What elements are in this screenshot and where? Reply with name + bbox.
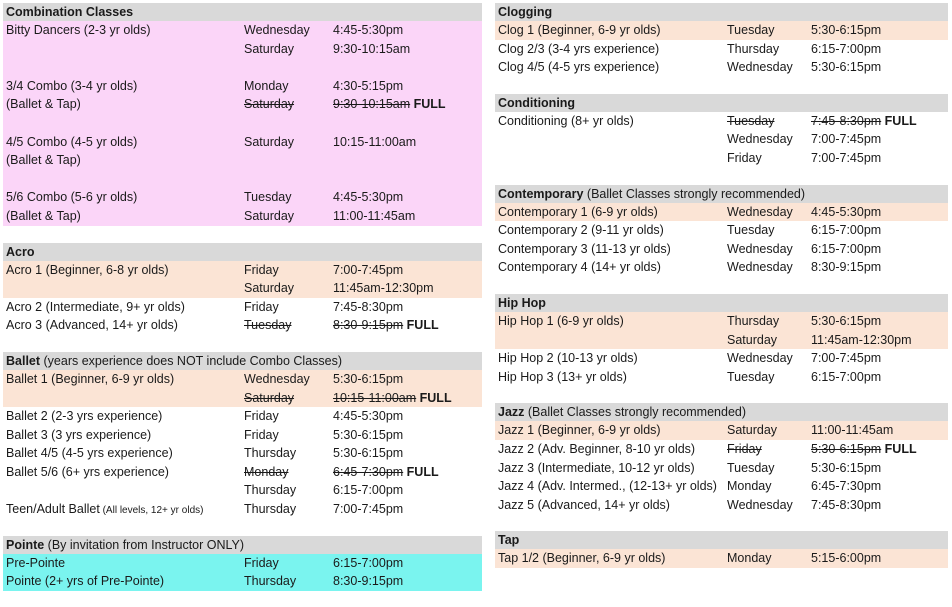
class-row bbox=[495, 221, 948, 240]
class-row bbox=[495, 331, 948, 350]
class-time-value: 4:45-5:30pm bbox=[333, 409, 404, 424]
section-title: Hip Hop bbox=[498, 295, 546, 310]
spacer-row bbox=[3, 170, 482, 189]
class-time bbox=[333, 188, 403, 207]
class-time bbox=[333, 463, 439, 482]
section-title: Clogging bbox=[498, 5, 553, 19]
class-day: Saturday bbox=[244, 97, 295, 112]
class-time bbox=[811, 130, 881, 149]
section-header bbox=[495, 185, 948, 203]
class-row bbox=[3, 95, 482, 114]
section-title: Jazz bbox=[498, 405, 525, 420]
right-column bbox=[495, 3, 948, 568]
class-day: Saturday bbox=[244, 390, 295, 405]
class-time bbox=[811, 496, 881, 515]
class-time bbox=[333, 279, 434, 298]
class-name: Pre-Pointe bbox=[6, 555, 66, 570]
class-day: Wednesday bbox=[727, 60, 793, 75]
section-note: (years experience does NOT include Combo Classes) bbox=[40, 353, 343, 368]
class-time bbox=[811, 459, 881, 478]
class-row bbox=[495, 368, 948, 387]
class-time-value: 7:45-8:30pm bbox=[811, 113, 882, 128]
class-day: Thursday bbox=[244, 446, 297, 461]
class-row bbox=[495, 549, 948, 568]
class-row bbox=[3, 481, 482, 500]
class-name: Jazz 4 (Adv. Intermed., (12-13+ yr olds) bbox=[498, 479, 717, 494]
class-day: Friday bbox=[244, 262, 279, 277]
class-day: Wednesday bbox=[727, 351, 793, 366]
class-day: Friday bbox=[727, 441, 762, 456]
class-day: Tuesday bbox=[727, 23, 775, 37]
section-header bbox=[495, 531, 948, 549]
class-name: Contemporary 2 (9-11 yr olds) bbox=[498, 223, 664, 238]
class-day: Saturday bbox=[244, 41, 295, 56]
class-time bbox=[333, 481, 403, 500]
class-section bbox=[495, 3, 948, 77]
class-time bbox=[333, 389, 452, 408]
class-name: 5/6 Combo (5-6 yr olds) bbox=[6, 190, 138, 205]
class-day: Wednesday bbox=[727, 497, 793, 512]
class-time bbox=[333, 554, 403, 573]
class-time-value: 6:15-7:00pm bbox=[811, 223, 882, 238]
class-name: Tap 1/2 (Beginner, 6-9 yr olds) bbox=[498, 551, 666, 566]
full-badge: FULL bbox=[403, 464, 439, 479]
class-time-value: 5:30-6:15pm bbox=[333, 427, 404, 442]
class-time-value: 7:00-7:45pm bbox=[811, 132, 882, 147]
class-time-value: 6:45-7:30pm bbox=[811, 479, 882, 494]
class-time bbox=[811, 149, 881, 168]
class-row bbox=[495, 459, 948, 478]
class-row bbox=[3, 279, 482, 298]
class-section bbox=[3, 536, 482, 591]
class-day: Tuesday bbox=[727, 460, 775, 475]
class-time-value: 6:15-7:00pm bbox=[333, 555, 404, 570]
class-time-value: 4:30-5:15pm bbox=[333, 78, 404, 93]
class-day: Tuesday bbox=[244, 318, 292, 333]
class-time bbox=[333, 572, 403, 591]
class-row bbox=[495, 40, 948, 59]
class-time bbox=[811, 203, 881, 222]
class-row bbox=[3, 370, 482, 389]
class-name: Jazz 5 (Advanced, 14+ yr olds) bbox=[498, 497, 670, 512]
class-time bbox=[333, 77, 403, 96]
class-time-value: 7:00-7:45pm bbox=[811, 351, 882, 366]
class-name: Acro 1 (Beginner, 6-8 yr olds) bbox=[6, 262, 169, 277]
class-time-value: 5:30-6:15pm bbox=[811, 460, 882, 475]
class-time bbox=[811, 368, 881, 387]
spacer-row bbox=[3, 58, 482, 77]
class-time bbox=[811, 21, 881, 40]
section-title: Acro bbox=[6, 244, 35, 259]
class-row bbox=[3, 500, 482, 519]
class-name: Teen/Adult Ballet (All levels, 12+ yr olds) bbox=[6, 502, 204, 517]
class-time-value: 11:45am-12:30pm bbox=[811, 332, 912, 347]
class-day: Monday bbox=[244, 78, 289, 93]
class-day: Wednesday bbox=[727, 132, 793, 147]
class-time-value: 8:30-9:15pm bbox=[333, 318, 404, 333]
class-day: Wednesday bbox=[727, 204, 793, 219]
class-time bbox=[811, 477, 881, 496]
section-title: Contemporary bbox=[498, 186, 584, 201]
class-time bbox=[333, 261, 403, 280]
class-row bbox=[3, 407, 482, 426]
section-header bbox=[3, 352, 482, 370]
section-header bbox=[495, 94, 948, 112]
class-time-value: 10:15-11:00am bbox=[333, 134, 417, 149]
class-time-value: 6:15-7:00pm bbox=[811, 241, 882, 256]
class-day: Friday bbox=[244, 299, 279, 314]
class-day: Friday bbox=[244, 555, 279, 570]
class-time-value: 6:15-7:00pm bbox=[811, 41, 882, 56]
class-row bbox=[495, 58, 948, 77]
class-name: Clog 2/3 (3-4 yrs experience) bbox=[498, 41, 660, 56]
section-title: Pointe bbox=[6, 537, 45, 552]
class-time bbox=[333, 95, 446, 114]
class-time bbox=[811, 312, 881, 331]
class-row bbox=[495, 440, 948, 459]
full-badge: FULL bbox=[410, 97, 446, 112]
section-header bbox=[495, 403, 948, 421]
class-time-value: 4:45-5:30pm bbox=[333, 190, 404, 205]
class-row bbox=[3, 554, 482, 573]
section-header bbox=[495, 3, 948, 21]
class-name: Acro 3 (Advanced, 14+ yr olds) bbox=[6, 318, 178, 333]
class-row bbox=[3, 261, 482, 280]
class-time bbox=[333, 40, 410, 59]
class-name: (Ballet & Tap) bbox=[6, 97, 81, 112]
class-time-value: 5:30-6:15pm bbox=[811, 313, 882, 328]
class-name: Conditioning (8+ yr olds) bbox=[498, 113, 634, 128]
class-time bbox=[333, 298, 403, 317]
class-day: Saturday bbox=[727, 332, 778, 347]
class-name: Bitty Dancers (2-3 yr olds) bbox=[6, 23, 151, 37]
class-row bbox=[495, 130, 948, 149]
class-day: Tuesday bbox=[727, 223, 775, 238]
class-row bbox=[495, 203, 948, 222]
class-row bbox=[495, 112, 948, 131]
class-time bbox=[333, 500, 403, 519]
left-column bbox=[3, 3, 482, 591]
class-time-value: 7:00-7:45pm bbox=[333, 262, 404, 277]
class-day: Friday bbox=[244, 409, 279, 424]
class-name-note: (All levels, 12+ yr olds) bbox=[99, 505, 204, 517]
class-row bbox=[3, 463, 482, 482]
class-time bbox=[333, 316, 439, 335]
class-time-value: 9:30-10:15am bbox=[333, 97, 411, 112]
class-row bbox=[495, 312, 948, 331]
class-day: Monday bbox=[727, 479, 772, 494]
section-title: Tap bbox=[498, 533, 520, 548]
class-row bbox=[3, 316, 482, 335]
class-name: Clog 4/5 (4-5 yrs experience) bbox=[498, 60, 660, 75]
class-section bbox=[495, 94, 948, 168]
class-name: Hip Hop 3 (13+ yr olds) bbox=[498, 369, 627, 384]
class-name: 3/4 Combo (3-4 yr olds) bbox=[6, 78, 138, 93]
class-day: Monday bbox=[727, 551, 772, 566]
class-time-value: 10:15-11:00am bbox=[333, 390, 417, 405]
class-name: Jazz 2 (Adv. Beginner, 8-10 yr olds) bbox=[498, 441, 696, 456]
class-row bbox=[495, 477, 948, 496]
class-day: Tuesday bbox=[727, 369, 775, 384]
class-day: Saturday bbox=[244, 208, 295, 223]
class-day: Tuesday bbox=[727, 113, 775, 128]
class-row bbox=[3, 572, 482, 591]
class-section bbox=[3, 243, 482, 335]
class-name: Contemporary 3 (11-13 yr olds) bbox=[498, 241, 671, 256]
class-name: Contemporary 1 (6-9 yr olds) bbox=[498, 204, 658, 219]
class-row bbox=[3, 40, 482, 59]
class-row bbox=[3, 444, 482, 463]
class-time bbox=[811, 240, 881, 259]
section-note: (Ballet Classes strongly recommended) bbox=[524, 405, 747, 420]
class-name: Ballet 1 (Beginner, 6-9 yr olds) bbox=[6, 371, 175, 386]
class-day: Wednesday bbox=[244, 371, 310, 386]
class-time bbox=[333, 444, 403, 463]
class-time bbox=[811, 258, 881, 277]
class-time bbox=[333, 133, 416, 152]
full-badge: FULL bbox=[416, 390, 452, 405]
class-time bbox=[811, 40, 881, 59]
class-time bbox=[811, 221, 881, 240]
class-name: Ballet 4/5 (4-5 yrs experience) bbox=[6, 446, 173, 461]
class-name: Ballet 5/6 (6+ yrs experience) bbox=[6, 464, 169, 479]
class-row bbox=[3, 151, 482, 170]
spacer-row bbox=[3, 114, 482, 133]
class-name: Acro 2 (Intermediate, 9+ yr olds) bbox=[6, 299, 185, 314]
class-row bbox=[495, 421, 948, 440]
class-day: Wednesday bbox=[727, 260, 793, 275]
class-time-value: 7:00-7:45pm bbox=[333, 502, 404, 517]
class-time-value: 6:15-7:00pm bbox=[811, 369, 882, 384]
section-title: Ballet bbox=[6, 353, 41, 368]
class-day: Thursday bbox=[244, 574, 297, 589]
class-name: Ballet 2 (2-3 yrs experience) bbox=[6, 409, 163, 424]
class-section bbox=[3, 352, 482, 519]
class-time-value: 8:30-9:15pm bbox=[811, 260, 882, 275]
class-time bbox=[333, 407, 403, 426]
class-time bbox=[333, 426, 403, 445]
class-time-value: 6:15-7:00pm bbox=[333, 483, 404, 498]
class-time bbox=[811, 549, 881, 568]
class-day: Thursday bbox=[244, 502, 297, 517]
class-time-value: 9:30-10:15am bbox=[333, 41, 411, 56]
section-note: (Ballet Classes strongly recommended) bbox=[583, 186, 806, 201]
class-section bbox=[495, 185, 948, 277]
class-day: Friday bbox=[244, 427, 279, 442]
class-row bbox=[3, 188, 482, 207]
section-header bbox=[3, 243, 482, 261]
class-time bbox=[811, 440, 917, 459]
class-name: Pointe (2+ yrs of Pre-Pointe) bbox=[6, 574, 165, 589]
class-time bbox=[811, 349, 881, 368]
class-day: Wednesday bbox=[244, 23, 310, 37]
class-name: (Ballet & Tap) bbox=[6, 208, 81, 223]
class-time-value: 7:45-8:30pm bbox=[333, 299, 404, 314]
class-name: 4/5 Combo (4-5 yr olds) bbox=[6, 134, 138, 149]
class-day: Friday bbox=[727, 150, 762, 165]
class-name: Hip Hop 1 (6-9 yr olds) bbox=[498, 313, 624, 328]
section-header bbox=[3, 3, 482, 21]
class-row bbox=[3, 298, 482, 317]
class-section bbox=[3, 3, 482, 226]
class-name: Clog 1 (Beginner, 6-9 yr olds) bbox=[498, 23, 661, 37]
section-header bbox=[495, 294, 948, 312]
class-time bbox=[811, 421, 893, 440]
full-badge: FULL bbox=[881, 441, 917, 456]
class-day: Saturday bbox=[244, 281, 295, 296]
class-section bbox=[495, 531, 948, 568]
class-row bbox=[3, 426, 482, 445]
class-row bbox=[495, 349, 948, 368]
class-time-value: 5:30-6:15pm bbox=[811, 60, 882, 75]
class-time-value: 7:00-7:45pm bbox=[811, 150, 882, 165]
class-row bbox=[3, 389, 482, 408]
section-title: Conditioning bbox=[498, 95, 576, 110]
class-row bbox=[495, 149, 948, 168]
class-time-value: 11:00-11:45am bbox=[811, 423, 894, 438]
class-time-value: 11:00-11:45am bbox=[333, 208, 416, 223]
class-row bbox=[495, 21, 948, 40]
class-day: Thursday bbox=[727, 41, 780, 56]
class-time-value: 11:45am-12:30pm bbox=[333, 281, 434, 296]
class-name: Contemporary 4 (14+ yr olds) bbox=[498, 260, 661, 275]
class-row bbox=[3, 207, 482, 226]
class-name: Hip Hop 2 (10-13 yr olds) bbox=[498, 351, 638, 366]
full-badge: FULL bbox=[403, 318, 439, 333]
class-time-value: 8:30-9:15pm bbox=[333, 574, 404, 589]
class-day: Thursday bbox=[727, 313, 780, 328]
class-time bbox=[333, 21, 403, 40]
class-day: Saturday bbox=[727, 423, 778, 438]
section-header bbox=[3, 536, 482, 554]
class-time bbox=[333, 370, 403, 389]
class-row bbox=[495, 240, 948, 259]
class-time bbox=[333, 207, 415, 226]
class-row bbox=[3, 133, 482, 152]
class-section bbox=[495, 403, 948, 514]
class-row bbox=[495, 496, 948, 515]
class-time bbox=[811, 331, 912, 350]
full-badge: FULL bbox=[881, 113, 917, 128]
class-name: Jazz 3 (Intermediate, 10-12 yr olds) bbox=[498, 460, 695, 475]
section-title: Combination Classes bbox=[6, 5, 134, 19]
class-day: Monday bbox=[244, 464, 289, 479]
class-row bbox=[3, 77, 482, 96]
class-section bbox=[495, 294, 948, 386]
class-name: Ballet 3 (3 yrs experience) bbox=[6, 427, 152, 442]
class-name: Jazz 1 (Beginner, 6-9 yr olds) bbox=[498, 423, 661, 438]
class-day: Saturday bbox=[244, 134, 295, 149]
class-row bbox=[3, 21, 482, 40]
class-time-value: 5:30-6:15pm bbox=[811, 23, 882, 37]
class-name: (Ballet & Tap) bbox=[6, 153, 81, 168]
class-time-value: 7:45-8:30pm bbox=[811, 497, 882, 512]
class-day: Thursday bbox=[244, 483, 297, 498]
class-time-value: 5:30-6:15pm bbox=[333, 446, 404, 461]
class-time-value: 5:30-6:15pm bbox=[811, 441, 882, 456]
class-time-value: 4:45-5:30pm bbox=[811, 204, 882, 219]
class-time-value: 5:15-6:00pm bbox=[811, 551, 882, 566]
class-row bbox=[495, 258, 948, 277]
class-day: Wednesday bbox=[727, 241, 793, 256]
class-time bbox=[811, 112, 917, 131]
class-time bbox=[811, 58, 881, 77]
section-note: (By invitation from Instructor ONLY) bbox=[44, 537, 245, 552]
class-time-value: 4:45-5:30pm bbox=[333, 23, 404, 37]
class-time-value: 6:45-7:30pm bbox=[333, 464, 404, 479]
class-time-value: 5:30-6:15pm bbox=[333, 371, 404, 386]
class-day: Tuesday bbox=[244, 190, 292, 205]
